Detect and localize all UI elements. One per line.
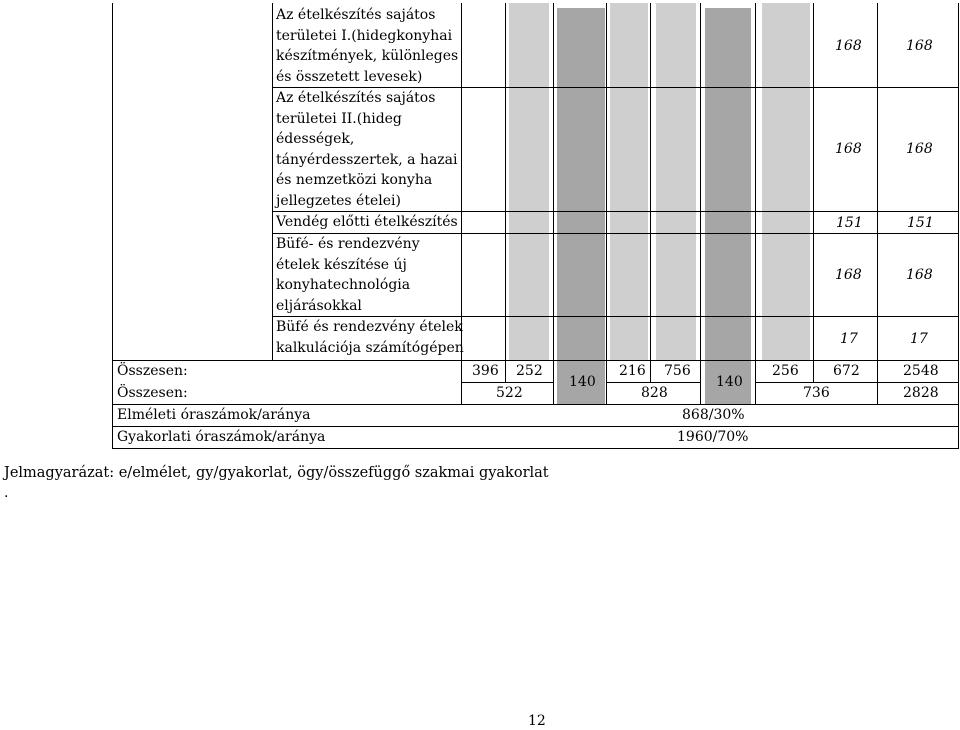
- shaded-column-6: [762, 3, 810, 360]
- summary-merged-2: 140: [716, 374, 743, 390]
- summary-merged-1: 140: [569, 374, 596, 390]
- summary-r2-ab: 522: [496, 385, 523, 401]
- summary-r1-g: 2548: [903, 363, 939, 379]
- row-3-total-b: 151: [907, 215, 934, 231]
- row-5-subject: Büfé és rendezvény ételek kalkulációja számítógépen: [276, 319, 464, 356]
- summary-label-2: Összesen:: [117, 385, 188, 401]
- theory-value: 868/30%: [682, 407, 745, 423]
- shaded-column-4: [656, 3, 696, 360]
- summary-r1-a: 396: [472, 363, 499, 379]
- summary-r1-e: 256: [772, 363, 799, 379]
- summary-r2-ef: 736: [803, 385, 830, 401]
- summary-r2-g: 2828: [903, 385, 939, 401]
- legend-dot: .: [4, 485, 9, 501]
- row-1-subject: Az ételkészítés sajátos területei I.(hidegkonyhai készítmények, különleges és összetett levesek): [276, 7, 459, 85]
- summary-r1-d: 756: [664, 363, 691, 379]
- summary-r1-c: 216: [619, 363, 646, 379]
- row-2-total-a: 168: [835, 141, 862, 157]
- shaded-column-1: [509, 3, 549, 360]
- row-4-subject: Büfé- és rendezvény ételek készítése új konyhatechnológia eljárásokkal: [276, 236, 420, 314]
- shaded-column-3: [610, 3, 648, 360]
- row-5-total-a: 17: [840, 331, 858, 347]
- shaded-column-5: [705, 8, 751, 405]
- summary-r2-cd: 828: [641, 385, 668, 401]
- summary-label-1: Összesen:: [117, 363, 188, 379]
- page-number: 12: [528, 713, 546, 729]
- row-1-total-b: 168: [906, 38, 933, 54]
- row-3-subject: Vendég előtti ételkészítés: [276, 214, 458, 230]
- practice-value: 1960/70%: [677, 429, 749, 445]
- summary-r1-b: 252: [516, 363, 543, 379]
- row-1-total-a: 168: [835, 38, 862, 54]
- practice-label: Gyakorlati óraszámok/aránya: [117, 429, 326, 445]
- row-2-total-b: 168: [906, 141, 933, 157]
- row-3-total-a: 151: [836, 215, 863, 231]
- row-2-subject: Az ételkészítés sajátos területei II.(hideg édességek, tányérdesszertek, a hazai és nemzetközi konyha jellegzetes ételei): [276, 90, 458, 209]
- summary-r1-f: 672: [833, 363, 860, 379]
- legend: Jelmagyarázat: e/elmélet, gy/gyakorlat, ögy/összefüggő szakmai gyakorlat: [4, 465, 549, 481]
- row-5-total-b: 17: [910, 331, 928, 347]
- shaded-column-2: [557, 8, 605, 405]
- row-4-total-b: 168: [906, 267, 933, 283]
- row-4-total-a: 168: [835, 267, 862, 283]
- theory-label: Elméleti óraszámok/aránya: [117, 407, 311, 423]
